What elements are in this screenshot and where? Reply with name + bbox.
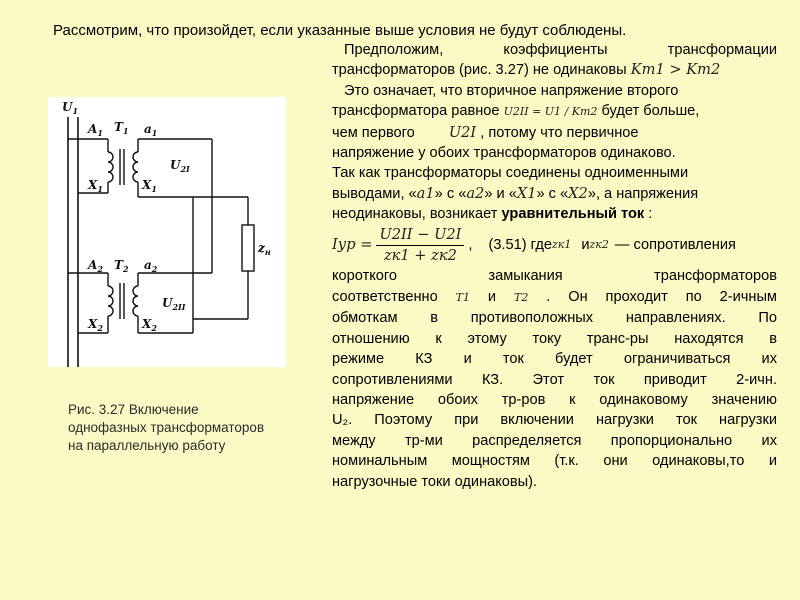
label-a1: $a_1$ [144, 122, 158, 138]
label-A1: $A_1$ [88, 122, 103, 138]
label-U2II: $U_{2II}$ [162, 296, 186, 312]
formula-u2ii: U2II = U1 / Kт2 [503, 105, 598, 119]
para4-line9: между тр-ми распределяется пропорционально их [332, 432, 777, 449]
t2-secondary-winding [133, 286, 138, 316]
formula-kt: Kт1 > Kт2 [630, 61, 721, 79]
label-X1: $X_1$ [88, 178, 103, 194]
label-u1: $U_1$ [62, 100, 79, 116]
para4-line8: U₂. Поэтому при включении нагрузки ток нагрузки [332, 412, 777, 429]
para4-line2: соответственно T1 и T2 . Он проходит по 2-ичным [332, 288, 777, 305]
load-resistor [242, 225, 254, 271]
label-a2: $a_2$ [144, 258, 158, 274]
t2-primary-winding [108, 286, 113, 316]
t1-secondary-winding [133, 152, 138, 182]
para2-line4: напряжение у обоих трансформаторов одинаково. [332, 145, 676, 162]
para4-line1: короткого замыкания трансформаторов [332, 268, 777, 285]
page-heading: Рассмотрим, что произойдет, если указанные выше условия не будут соблюдены. [53, 22, 627, 39]
para2-line2: трансформатора равное U2II = U1 / Kт2 будет больше, [332, 103, 700, 120]
body-text [332, 40, 777, 492]
para4-line4: отношению к этому току транс-ры находятся в [332, 330, 777, 347]
para4-line7: напряжение обоих тр-ров к одинаковому значению [332, 391, 777, 408]
para4-line3: обмоткам в противоположных направлениях. По [332, 310, 777, 327]
label-A2: $A_2$ [88, 258, 103, 274]
para4-line11: нагрузочные токи одинаковы). [332, 473, 538, 490]
circuit-diagram [48, 97, 286, 367]
t1-primary-winding [108, 152, 113, 182]
para1-line1: Предположим, коэффициенты трансформации [344, 42, 777, 58]
equation-3-51: Iур = $\frac{U2II - U2I}{zк1 + zк2}$ , (3.51) где zк1 и zк2 — сопротивления [332, 225, 777, 267]
label-T1: $T_1$ [114, 120, 129, 136]
para4-line10: номинальным мощностям (т.к. они одинаковы,то и [332, 453, 777, 470]
para2-line1: Это означает, что вторичное напряжение второго [344, 82, 679, 99]
para4-line5: режиме КЗ и ток будет ограничиваться их [332, 351, 777, 368]
label-T2: $T_2$ [114, 258, 129, 274]
equation-fraction: $\frac{U2II - U2I}{zк1 + zк2}$ [376, 225, 464, 267]
label-X1b: $X_1$ [142, 178, 157, 194]
para4-line6: сопротивлениями КЗ. Этот ток приводит 2-ичн. [332, 371, 777, 388]
para3-line3: неодинаковы, возникает уравнительный ток : [332, 206, 653, 223]
para1-line2: трансформаторов (рис. 3.27) не одинаковы Kт1 > Kт2 [332, 61, 721, 79]
formula-u2i: U2I [448, 123, 477, 141]
para3-line1: Так как трансформаторы соединены одноименными [332, 165, 689, 182]
figure-caption: Рис. 3.27 Включение однофазных трансформаторов на параллельную работу [68, 402, 265, 453]
label-X2b: $X_2$ [142, 317, 157, 333]
para3-line2: выводами, «a1» с «a2» и «X1» с «X2», а напряжения [332, 184, 699, 202]
label-U2I: $U_{2I}$ [170, 158, 190, 174]
label-X2: $X_2$ [88, 317, 103, 333]
label-zn: $z_н$ [258, 241, 271, 257]
equalizing-current-term: уравнительный ток [501, 206, 645, 223]
circuit-diagram-svg [48, 97, 286, 367]
para2-line3: чем первого U2I , потому что первичное [332, 123, 639, 141]
